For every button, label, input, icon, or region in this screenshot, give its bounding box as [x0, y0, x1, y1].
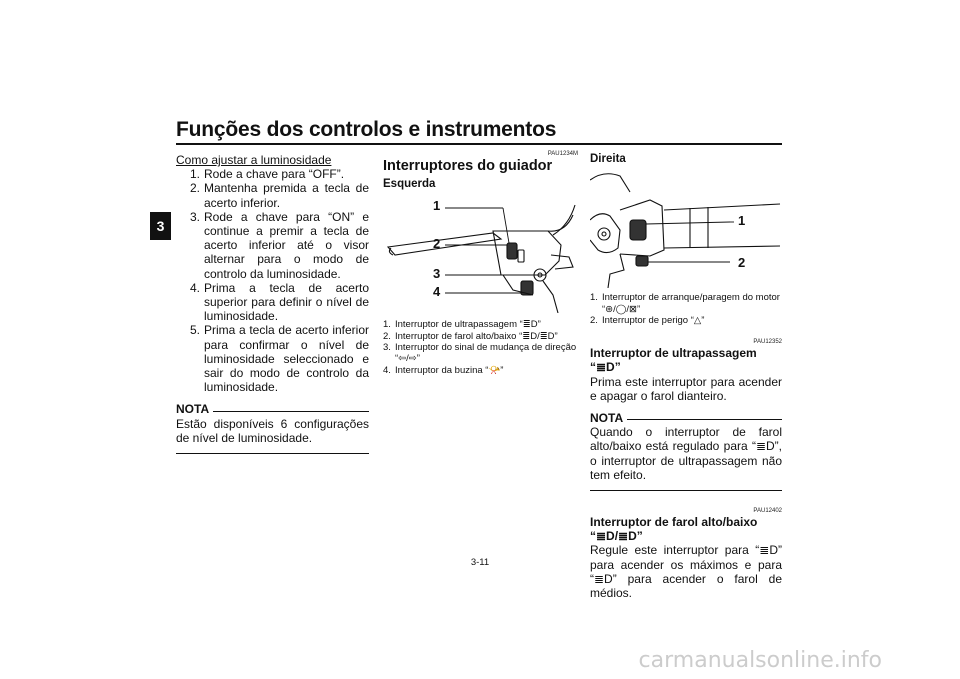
- subheading-right: Direita: [590, 153, 626, 165]
- step-text: Rode a chave para “ON” e continue a premir a tecla de acerto inferior até o visor alternar para o modo de controlo da luminosidade.: [204, 209, 369, 281]
- subheading-left: Esquerda: [383, 178, 436, 191]
- caption-number: 1.: [383, 319, 391, 331]
- caption-number: 1.: [590, 292, 598, 304]
- title-rule: [176, 143, 782, 145]
- left-handlebar-figure: [383, 195, 578, 313]
- column-left-switches: [383, 150, 578, 376]
- list-item: [383, 331, 578, 342]
- step-number: 2.: [189, 181, 200, 196]
- nota-rule: [213, 411, 369, 412]
- caption-number: 4.: [383, 364, 391, 376]
- step-number: 3.: [189, 209, 200, 224]
- nota-label: NOTA: [176, 402, 210, 417]
- caption-text: Interruptor da buzina “📯”: [395, 364, 504, 376]
- list-item: [176, 181, 369, 209]
- nota-text: Estão disponíveis 6 configurações de nível de luminosidade.: [176, 416, 369, 445]
- page-title: Funções dos controlos e instrumentos: [176, 118, 557, 141]
- nota-header: [590, 411, 782, 425]
- right-handlebar-figure: [590, 170, 782, 288]
- list-item: [176, 323, 369, 394]
- section-body: Regule este interruptor para “≣D” para acender os máximos e para “≣D” para acender o farol de médios.: [590, 543, 782, 600]
- nota-end-rule: [590, 490, 782, 491]
- list-item: [383, 342, 578, 365]
- figure-number: 2: [738, 255, 746, 271]
- list-item: [176, 210, 369, 281]
- section-heading: Interruptor de ultrapassagem “≣D”: [590, 346, 757, 375]
- step-text: Prima a tecla de acerto superior para definir o nível de luminosidade.: [204, 280, 369, 324]
- nota-header: [176, 402, 369, 416]
- section-code: PAU12352: [753, 339, 782, 346]
- right-handlebar-drawing: [590, 170, 782, 288]
- caption-list: [590, 292, 782, 326]
- list-item: [590, 315, 782, 326]
- step-number: 5.: [189, 323, 200, 338]
- step-number: 1.: [189, 167, 200, 182]
- steps-list: [176, 167, 369, 394]
- caption-list: [383, 319, 578, 375]
- nota-text: Quando o interruptor de farol alto/baixo está regulado para “≣D”, o interruptor de ultrapassagem não tem efeito.: [590, 425, 782, 482]
- nota-label: NOTA: [590, 410, 624, 425]
- caption-number: 2.: [383, 330, 391, 342]
- figure-number: 1: [433, 198, 441, 214]
- step-text: Prima a tecla de acerto inferior para confirmar o nível de luminosidade seleccionado e sair do modo de controlo da luminosidade.: [204, 323, 369, 395]
- figure-number: 4: [433, 284, 441, 300]
- figure-number: 3: [433, 266, 441, 282]
- list-item: [383, 365, 578, 376]
- caption-text: Interruptor de farol alto/baixo “≣D/≣D”: [395, 330, 558, 342]
- column-brightness: [176, 153, 369, 454]
- figure-number: 2: [433, 236, 441, 252]
- list-item: [590, 292, 782, 315]
- section-code: PAU12402: [753, 507, 782, 514]
- caption-text: Interruptor do sinal de mudança de direção “⇦/⇨”: [395, 342, 577, 365]
- step-text: Rode a chave para “OFF”.: [204, 167, 345, 182]
- section-heading: Interruptor de farol alto/baixo “≣D/≣D”: [590, 514, 758, 544]
- chapter-tab[interactable]: 3: [150, 212, 171, 240]
- column-right-switches: [590, 150, 782, 600]
- list-item: [176, 167, 369, 181]
- caption-text: Interruptor de ultrapassagem “≣D”: [395, 319, 541, 331]
- section-heading: Interruptores do guiador: [383, 158, 553, 174]
- nota-end-rule: [176, 453, 369, 454]
- watermark[interactable]: carmanualsonline.info: [638, 648, 882, 673]
- caption-number: 2.: [590, 314, 598, 326]
- step-number: 4.: [189, 280, 200, 295]
- caption-text: Interruptor de arranque/paragem do motor “⊛/◯/⊠”: [602, 292, 780, 315]
- list-item: [176, 281, 369, 324]
- subheading-brightness: Como ajustar a luminosidade: [176, 153, 332, 167]
- page-number: 3-11: [470, 557, 490, 568]
- step-text: Mantenha premida a tecla de acerto inferior.: [204, 181, 369, 210]
- caption-number: 3.: [383, 342, 391, 353]
- nota-rule: [627, 419, 782, 420]
- figure-number: 1: [738, 213, 746, 229]
- list-item: [383, 319, 578, 330]
- section-code: PAU1234M: [547, 151, 578, 157]
- left-handlebar-drawing: [383, 195, 578, 313]
- section-body: Prima este interruptor para acender e apagar o farol dianteiro.: [590, 374, 782, 403]
- caption-text: Interruptor de perigo “△”: [602, 314, 705, 326]
